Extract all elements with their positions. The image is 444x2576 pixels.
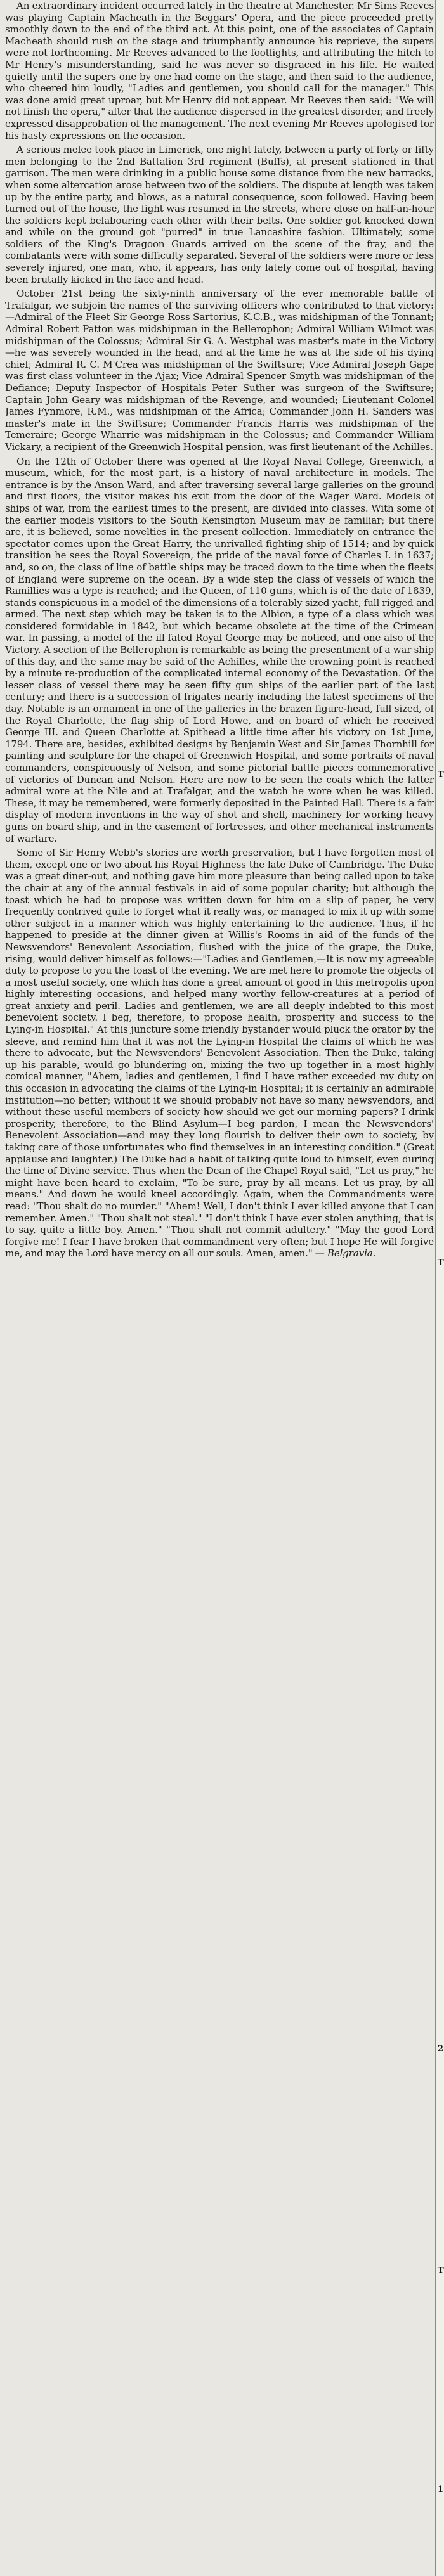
newspaper-column (5, 0, 434, 2576)
article-duke-text: Some of Sir Henry Webb's stories are worth preservation, but I have forgotten most of them, except one or two about his Royal Highness the late Duke of Cambridge. The Duke was a great diner-out, and nothing gave him more pleasure than being called upon to take the chair at any of the annual festivals in aid of some popular charity; but although the toast which he had to propose was written down for him on a slip of paper, he very frequently contrived quite to forget what it really was, or managed to mix it up with some other subject in a manner which was highly entertaining to the audience. Thus, if he happened to preside at the dinner given at Willis's Rooms in aid of the funds of the Newsvendors' Benevolent Association, flushed with the juice of the grape, the Duke, rising, would deliver himself as follows:—"Ladies and Gentlemen,—It is now my agreeable duty to propose to you the toast of the evening. We are met here to promote the objects of a most useful society, one which has done a great amount of good in this metropolis upon highly interesting occasions, and helped many worthy fellow-creatures at a period of great anxiety and peril. Ladies and gentlemen, we are all deeply indebted to this most benevolent society. I beg, therefore, to propose health, prosperity and success to the Lying-in Hospital." At this juncture some friendly bystander would pluck the orator by the sleeve, and remind him that it was not the Lying-in Hospital the claims of which he was there to advocate, but the Newsvendors' Benevolent Association. Then the Duke, taking up his parable, would go blundering on, mixing the two up together in a most highly comical manner, "Ahem, ladies and gentlemen, I find I have rather exceeded my duty on this occasion in advocating the claims of the Lying-in Hospital; it is certainly an admirable institution—no better; without it we should probably not have so many newsvendors, and without these useful members of society how should we get our morning papers? I drink prosperity, therefore, to the Blind Asylum—I beg pardon, I mean the Newsvendors' Benevolent Association—and may they long flourish to deliver their own to society, by taking care of those unfortunates who find themselves in an interesting condition." (Great applause and laughter.) The Duke had a habit of talking quite loud to himself, even during the time of Divine service. Thus when the Dean of the Chapel Royal said, "Let us pray," he might have been heard to exclaim, "To be sure, pray by all means. Let us pray, by all means." And down he would kneel accordingly. Again, when the Commandments were read: "Thou shalt do no murder." "Ahem! Well, I don't think I ever killed anyone that I can remember. Amen." "Thou shalt not steal." "I don't think I have ever stolen anything; that is to say, quite a little boy. Amen." "Thou shalt not commit adultery." "May the good Lord forgive me! I fear I have broken that commandment very often; but I hope He will forgive me, and may the Lord have mercy on all our souls. Amen, amen." (5, 847, 434, 1259)
adjacent-column-edge (435, 0, 444, 2576)
article-trafalgar-anniversary: October 21st being the sixty-ninth anniversary of the ever memorable battle of Trafalgar, we subjoin the names of the surviving officers who contributed to that victory:—Admiral of the Fleet Sir George Ross Sartorius, K.C.B., was midshipman of the Tonnant; Admiral Robert Patton was midshipman in the Bellerophon; Admiral William Wilmot was midshipman of the Colossus; Admiral Sir G. A. Westphal was master's mate in the Victory—he was severely wounded in the head, and at the time he was at the side of his dying chief; Admiral R. C. M'Crea was midshipman of the Swiftsure; Vice Admiral Joseph Gape was first class volunteer in the Ajax; Vice Admiral Spencer Smyth was midshipman of the Defiance; Deputy Inspector of Hospitals Peter Suther was surgeon of the Swiftsure; Captain John Geary was midshipman of the Revenge, and wounded; Lieutenant Colonel James Fynmore, R.M., was midshipman of the Africa; Commander John H. Sanders was master's mate in the Swiftsure; Commander Francis Harris was midshipman of the Temeraire; George Wharrie was midshipman in the Colossus; and Commander William Vickary, a recipient of the Greenwich Hospital pension, was first lieutenant of the Achilles. (5, 288, 434, 453)
article-limerick-melee: A serious melee took place in Limerick, one night lately, between a party of forty or fifty men belonging to the 2nd Battalion 3rd regiment (Buffs), at present stationed in that garrison. The men were drinking in a public house some distance from the new barracks, when some altercation arose between two of the soldiers. The dispute at length was taken up by the entire party, and blows, as a natural consequence, soon followed. Having been turned out of the house, the fight was resumed in the streets, where close on half-an-hour the soldiers kept belabouring each other with their belts. One soldier got knocked down and while on the ground got "purred" in true Lancashire fashion. Ultimately, some soldiers of the King's Dragoon Guards arrived on the scene of the fray, and the combatants were with some difficulty separated. Several of the soldiers were more or less severely injured, one man, who, it appears, has only lately come out of hospital, having been brutally kicked in the face and head. (5, 144, 434, 285)
article-duke-of-cambridge: Some of Sir Henry Webb's stories are worth preservation, but I have forgotten most of them, except one or two about his Royal Highness the late Duke of Cambridge. The Duke was a great diner-out, and nothing gave him more pleasure than being called upon to take the chair at any of the annual festivals in aid of some popular charity; but although the toast which he had to propose was written down for him on a slip of paper, he very frequently contrived quite to forget what it really was, or managed to mix it up with some other subject in a manner which was highly entertaining to the audience. Thus, if he happened to preside at the dinner given at Willis's Rooms in aid of the funds of the Newsvendors' Benevolent Association, flushed with the juice of the grape, the Duke, rising, would deliver himself as follows:—"Ladies and Gentlemen,—It is now my agreeable duty to propose to you the toast of the evening. We are met here to promote the objects of a most useful society, one which has done a great amount of good in this metropolis upon highly interesting occasions, and helped many worthy fellow-creatures at a period of great anxiety and peril. Ladies and gentlemen, we are all deeply indebted to this most benevolent society. I beg, therefore, to propose health, prosperity and success to the Lying-in Hospital." At this juncture some friendly bystander would pluck the orator by the sleeve, and remind him that it was not the Lying-in Hospital the claims of which he was there to advocate, but the Newsvendors' Benevolent Association. Then the Duke, taking up his parable, would go blundering on, mixing the two up together in a most highly comical manner, "Ahem, ladies and gentlemen, I find I have rather exceeded my duty on this occasion in advocating the claims of the Lying-in Hospital; it is certainly an admirable institution—no better; without it we should probably not have so many newsvendors, and without these useful members of society how should we get our morning papers? I drink prosperity, therefore, to the Blind Asylum—I beg pardon, I mean the Newsvendors' Benevolent Association—and may they long flourish to deliver their own to society, by taking care of those unfortunates who find themselves in an interesting condition." (Great applause and laughter.) The Duke had a habit of talking quite loud to himself, even during the time of Divine service. Thus when the Dean of the Chapel Royal said, "Let us pray," he might have been heard to exclaim, "To be sure, pray by all means. Let us pray, by all means." And down he would kneel accordingly. Again, when the Commandments were read: "Thou shalt do no murder." "Ahem! Well, I don't think I ever killed anyone that I can remember. Amen." "Thou shalt not steal." "I don't think I have ever stolen anything; that is to say, quite a little boy. Amen." "Thou shalt not commit adultery." "May the good Lord forgive me! I fear I have broken that commandment very often; but I hope He will forgive me, and may the Lord have mercy on all our souls. Amen, amen." — Belgravia. (5, 847, 434, 1259)
article-manchester-theatre: An extraordinary incident occurred lately in the theatre at Manchester. Mr Sims Reeves was playing Captain Macheath in the Beggars' Opera, and the piece proceeded pretty smoothly down to the end of the third act. At this point, one of the associates of Captain Macheath should rush on the stage and triumphantly announce his reprieve, the supers were not forthcoming. Mr Reeves advanced to the footlights, and attributing the hitch to Mr Henry's misunderstanding, said he was never so disgraced in his life. He waited quietly until the supers one by one had come on the stage, and then said to the audience, who cheered him loudly, "Ladies and gentlemen, you should call for the manager." This was done amid great uproar, but Mr Henry did not appear. Mr Reeves then said: "We will not finish the opera," after that the audience dispersed in the greatest disorder, and freely expressed disapprobation of the management. The next evening Mr Reeves apologised for his hasty expressions on the occasion. (5, 0, 434, 141)
edge-glyph: T (438, 1258, 444, 1268)
article-greenwich-museum: On the 12th of October there was opened at the Royal Naval College, Greenwich, a museum, which, for the most part, is a history of naval architecture in models. The entrance is by the Anson Ward, and after traversing several large galleries on the ground and first floors, the visitor makes his exit from the door of the Wager Ward. Models of ships of war, from the earliest times to the present, are divided into classes. With some of the earlier models visitors to the South Kensington Museum may be familiar; but there are, it is believed, some novelties in the present collection. Immediately on entrance the spectator comes upon the Great Harry, the unrivalled fighting ship of 1514; and by quick transition he sees the Royal Sovereign, the pride of the naval force of Charles I. in 1637; and, so on, the class of line of battle ships may be traced down to the time when the fleets of England were supreme on the ocean. By a wide step the class of vessels of which the Ramillies was a type is reached; and the Queen, of 110 guns, which is of the date of 1839, stands conspicuous in a model of the dimensions of a tolerably sized yacht, full rigged and armed. The next step which may be taken is to the Albion, a type of a class which was considered formidable in 1842, but which became obsolete at the time of the Crimean war. In passing, a model of the ill fated Royal George may be noticed, and one also of the Victory. A section of the Bellerophon is remarkable as being the presentment of a war ship of this day, and the same may be said of the Achilles, while the crowning point is reached by a minute re-production of the complicated internal economy of the Devastation. Of the lesser class of vessel there may be seen fifty gun ships of the earlier part of the last century; and there is a succession of frigates nearly including the latest specimens of the day. Notable is an ornament in one of the galleries in the brazen figure-head, full sized, of the Royal Charlotte, the flag ship of Lord Howe, and on board of which he received George III. and Queen Charlotte at Spithead a little time after his victory on 1st June, 1794. There are, besides, exhibited designs by Benjamin West and Sir James Thornhill for painting and sculpture for the chapel of Greenwich Hospital, and some portraits of naval commanders, conspicuously of Nelson, and some pictorial battle pieces commemorative of victories of Duncan and Nelson. Here are now to be seen the coats which the latter admiral wore at the Nile and at Trafalgar, and the watch he wore when he was killed. These, it may be remembered, were formerly deposited in the Painted Hall. There is a fair display of modern inventions in the way of shot and shell, machinery for working heavy guns on board ship, and in the casement of fortresses, and other mechanical instruments of warfare. (5, 455, 434, 844)
edge-glyph: T (438, 2266, 444, 2276)
article-source: Belgravia. (327, 1247, 376, 1259)
edge-glyph: 2 (438, 2044, 444, 2054)
edge-glyph: 1 (438, 2485, 444, 2494)
edge-glyph: T (438, 770, 444, 780)
